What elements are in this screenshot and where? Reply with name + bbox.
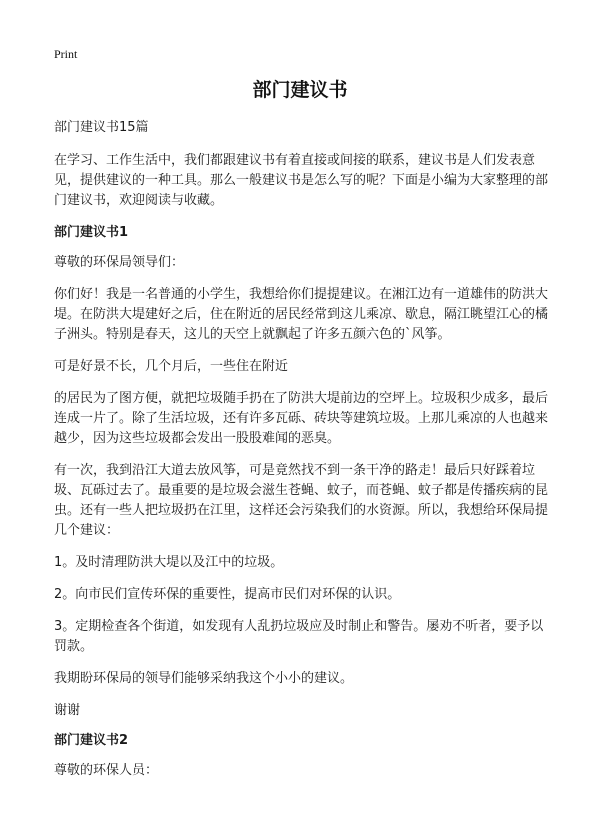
document-content xyxy=(54,118,554,781)
section1-paragraph-4: 有一次，我到沿江大道去放风筝，可是竟然找不到一条干净的路走！最后只好踩着垃圾、瓦砾过去了。最重要的是垃圾会滋生苍蝇、蚊子，而苍蝇、蚊子都是传播疾病的昆虫。还有一些人把垃圾扔在江里，这样还会污染我们的水资源。所以，我想给环保局提几个建议： xyxy=(54,463,549,538)
section-heading-2: 部门建议书2 xyxy=(54,733,129,748)
suggestion-1: 1。及时清理防洪大堤以及江中的垃圾。 xyxy=(54,555,284,570)
suggestion-2: 2。向市民们宣传环保的重要性，提高市民们对环保的认识。 xyxy=(54,587,401,602)
section1-paragraph-3: 的居民为了图方便，就把垃圾随手扔在了防洪大堤前边的空坪上。垃圾积少成多，最后连成一片了。除了生活垃圾，还有许多瓦砾、砖块等建筑垃圾。上那儿乘凉的人也越来越少，因为这些垃圾都会发出一股股难闻的恶臭。 xyxy=(54,391,549,446)
section1-paragraph-2: 可是好景不长，几个月后，一些住在附近 xyxy=(54,359,289,374)
section-heading-1: 部门建议书1 xyxy=(54,225,129,240)
salutation-1: 尊敬的环保局领导们： xyxy=(54,255,185,270)
salutation-2: 尊敬的环保人员： xyxy=(54,763,159,778)
document-subtitle: 部门建议书15篇 xyxy=(54,120,149,135)
page-title: 部门建议书 xyxy=(252,79,348,101)
thanks-text: 谢谢 xyxy=(54,703,81,718)
suggestion-3: 3。定期检查各个街道，如发现有人乱扔垃圾应及时制止和警告。屡劝不听者，要予以罚款。 xyxy=(54,619,544,654)
intro-paragraph: 在学习、工作生活中，我们都跟建议书有着直接或间接的联系，建议书是人们发表意见，提供建议的一种工具。那么一般建议书是怎么写的呢？下面是小编为大家整理的部门建议书，欢迎阅读与收藏。 xyxy=(54,153,549,208)
closing-paragraph: 我期盼环保局的领导们能够采纳我这个小小的建议。 xyxy=(54,671,354,686)
section1-paragraph-1: 你们好！我是一名普通的小学生，我想给你们提提建议。在湘江边有一道雄伟的防洪大堤。在防洪大堤建好之后，住在附近的居民经常到这儿乘凉、歇息，隔江眺望江心的橘子洲头。特别是春天，这儿的天空上就飘起了许多五颜六色的`风筝。 xyxy=(54,287,549,342)
print-label: Print xyxy=(54,47,78,61)
